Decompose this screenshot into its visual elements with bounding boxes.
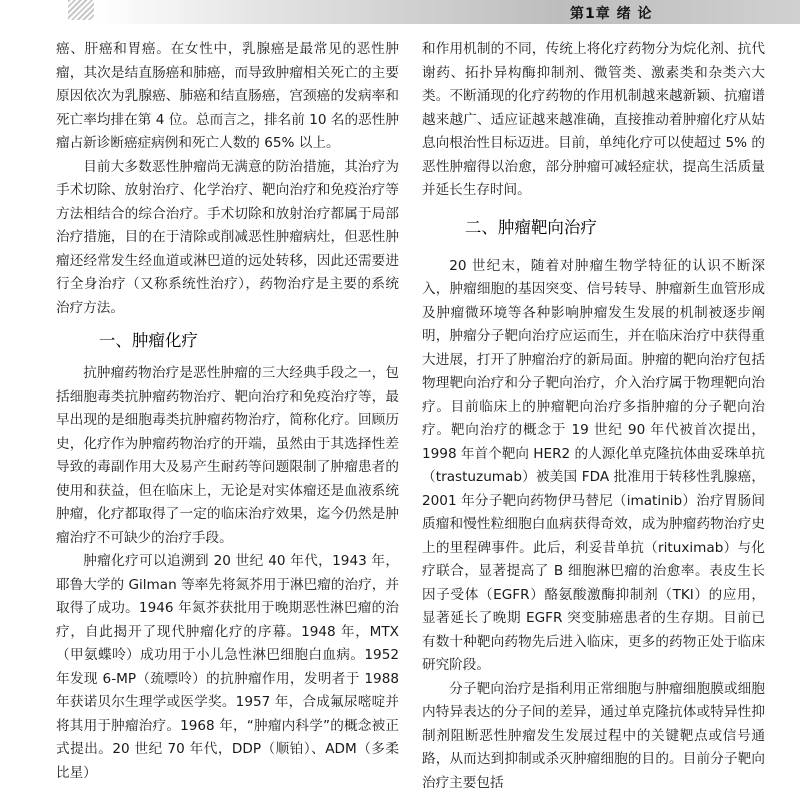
paragraph: 抗肿瘤药物治疗是恶性肿瘤的三大经典手段之一，包括细胞毒类抗肿瘤药物治疗、靶向治疗和免疫治疗等，最早出现的是细胞毒类抗肿瘤药物治疗，简称化疗。回顾历史，化疗作为肿瘤药物治疗的开端，虽然由于其选择性差导致的毒副作用大及易产生耐药等问题限制了肿瘤患者的使用和获益，但在临床上，无论是对实体瘤还是血液系统肿瘤，化疗都取得了一定的临床治疗效果，迄今仍然是肿瘤治疗不可缺少的治疗手段。 bbox=[56, 365, 399, 546]
paragraph: 肿瘤化疗可以追溯到 20 世纪 40 年代，1943 年，耶鲁大学的 Gilman 等率先将氮芥用于淋巴瘤的治疗，并取得了成功。1946 年氮芥获批用于晚期恶性淋巴瘤的治疗，自此揭开了现代肿瘤化疗的序幕。1948 年，MTX（甲氨蝶呤）成功用于小儿急性淋巴细胞白血病。1952 年发现 6-MP（巯嘌呤）的抗肿瘤作用，发明者于 1988 年获诺贝尔生理学或医学奖。1957 年，合成氟尿嘧啶并将其用于肿瘤治疗。1968 年，“肿瘤内科学”的概念被正式提出。20 世纪 70 年代，DDP（顺铂）、ADM（多柔比星） bbox=[56, 553, 399, 781]
section-heading: 一、肿瘤化疗 bbox=[98, 331, 198, 350]
paragraph: 分子靶向治疗是指利用正常细胞与肿瘤细胞膜或细胞内特异表达的分子间的差异，通过单克隆抗体或特异性抑制剂阻断恶性肿瘤发生发展过程中的关键靶点或信号通路，从而达到抑制或杀灭肿瘤细胞的目的。目前分子靶向治疗主要包括 bbox=[422, 680, 765, 791]
paragraph: 癌、肝癌和胃癌。在女性中，乳腺癌是最常见的恶性肿瘤，其次是结直肠癌和肺癌，而导致肿瘤相关死亡的主要原因依次为乳腺癌、肺癌和结直肠癌，宫颈癌的发病率和死亡率均排在第 4 位。总而言之，排名前 10 名的恶性肿瘤占新诊断癌症病例和死亡人数的 65% 以上。 bbox=[56, 41, 399, 151]
paragraph: 20 世纪末，随着对肿瘤生物学特征的认识不断深入，肿瘤细胞的基因突变、信号转导、肿瘤新生血管形成及肿瘤微环境等各种影响肿瘤发生发展的机制被逐步阐明，肿瘤分子靶向治疗应运而生，并在临床治疗中获得重大进展，打开了肿瘤治疗的新局面。肿瘤的靶向治疗包括物理靶向治疗和分子靶向治疗，介入治疗属于物理靶向治疗。目前临床上的肿瘤靶向治疗多指肿瘤的分子靶向治疗。靶向治疗的概念于 19 世纪 90 年代被首次提出，1998 年首个靶向 HER2 的人源化单克隆抗体曲妥珠单抗（trastuzumab）被美国 FDA 批准用于转移性乳腺癌，2001 年分子靶向药物伊马替尼（imatinib）治疗胃肠间质瘤和慢性粒细胞白血病获得奇效，成为肿瘤药物治疗史上的里程碑事件。此后，利妥昔单抗（rituximab）与化疗联合，显著提高了 B 细胞淋巴瘤的治愈率。表皮生长因子受体（EGFR）酪氨酸激酶抑制剂（TKI）的应用，显著延长了晚期 EGFR 突变肺癌患者的生存期。目前已有数十种靶向药物先后进入临床，更多的药物正处于临床研究阶段。 bbox=[422, 257, 765, 673]
paragraph: 目前大多数恶性肿瘤尚无满意的防治措施，其治疗为手术切除、放射治疗、化学治疗、靶向治疗和免疫治疗等方法相结合的综合治疗。手术切除和放射治疗都属于局部治疗措施，目的在于清除或削减恶性肿瘤病灶，但恶性肿瘤还经常发生经血道或淋巴道的远处转移，因此还需要进行全身治疗（又称系统性治疗），药物治疗是主要的系统治疗方法。 bbox=[56, 158, 399, 316]
paragraph: 和作用机制的不同，传统上将化疗药物分为烷化剂、抗代谢药、拓扑异构酶抑制剂、微管类、激素类和杂类六大类。不断涌现的化疗药物的作用机制越来越新颖、抗瘤谱越来越广、适应证越来越准确，直接推动着肿瘤化疗从姑息向根治性目标迈进。目前，单纯化疗可以使超过 5% 的恶性肿瘤得以治愈，部分肿瘤可减轻症状，提高生活质量并延长生存时间。 bbox=[422, 41, 765, 198]
running-head: 第1章 绪 论 bbox=[570, 6, 653, 22]
header-bar bbox=[0, 0, 800, 24]
right-column bbox=[422, 38, 765, 795]
section-heading: 二、肿瘤靶向治疗 bbox=[464, 217, 597, 237]
header-decoration bbox=[68, 0, 94, 20]
left-column bbox=[56, 38, 399, 785]
